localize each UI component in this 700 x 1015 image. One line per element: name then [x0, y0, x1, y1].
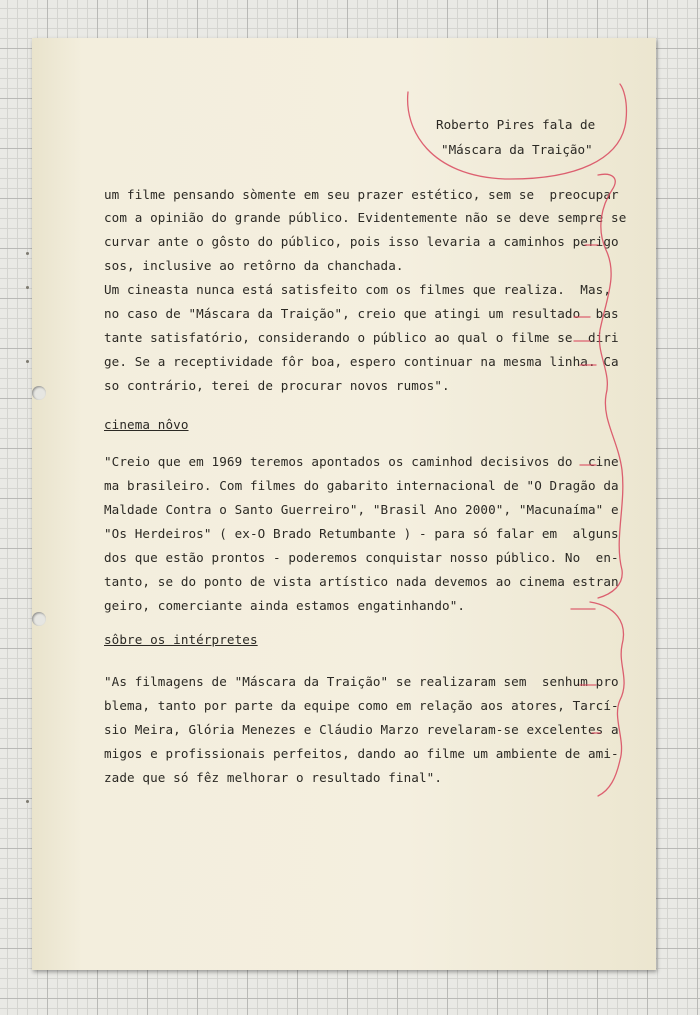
text-line: blema, tanto por parte da equipe como em relação aos atores, Tarcí- [104, 698, 619, 713]
text-line: "As filmagens de "Máscara da Traição" se realizaram sem senhum pro [104, 674, 619, 689]
text-line: geiro, comerciante ainda estamos engatinhando". [104, 598, 466, 613]
header-line-1: Roberto Pires fala de [436, 117, 596, 132]
text-line: um filme pensando sòmente em seu prazer estético, sem se preocupar [104, 187, 619, 202]
text-line: migos e profissionais perfeitos, dando ao filme um ambiente de ami- [104, 746, 619, 761]
text-line: zade que só fêz melhorar o resultado final". [104, 770, 443, 785]
text-line: com a opinião do grande público. Evidentemente não se deve sempre se [104, 210, 627, 225]
text-line: sos, inclusive ao retôrno da chanchada. [104, 258, 404, 273]
section-heading-cinema-novo: cinema nôvo [104, 417, 189, 432]
section-heading-interpretes: sôbre os intérpretes [104, 632, 258, 647]
text-line: so contrário, terei de procurar novos rumos". [104, 378, 450, 393]
text-bracket [598, 174, 623, 598]
header-line-2: "Máscara da Traição" [441, 142, 593, 157]
text-line: tante satisfatório, considerando o público ao qual o filme se diri [104, 330, 619, 345]
text-line: sio Meira, Glória Menezes e Cláudio Marzo revelaram-se excelentes a [104, 722, 619, 737]
text-line: "Os Herdeiros" ( ex-O Brado Retumbante ) - para só falar em alguns [104, 526, 619, 541]
text-bracket [590, 602, 624, 796]
text-line: curvar ante o gôsto do público, pois isso levaria a caminhos perigo [104, 234, 619, 249]
text-line: ma brasileiro. Com filmes do gabarito internacional de "O Dragão da [104, 478, 619, 493]
text-line: dos que estão prontos - poderemos conquistar nosso público. No en- [104, 550, 619, 565]
text-line: ge. Se a receptividade fôr boa, espero continuar na mesma linha. Ca [104, 354, 619, 369]
text-line: Um cineasta nunca está satisfeito com os filmes que realiza. Mas, [104, 282, 612, 297]
text-line: tanto, se do ponto de vista artístico nada devemos ao cinema estran [104, 574, 619, 589]
text-line: "Creio que em 1969 teremos apontados os caminhod decisivos do cine [104, 454, 619, 469]
text-line: no caso de "Máscara da Traição", creio que atingi um resultado bas [104, 306, 619, 321]
text-line: Maldade Contra o Santo Guerreiro", "Brasil Ano 2000", "Macunaíma" e [104, 502, 619, 517]
header-bracket [408, 84, 627, 179]
